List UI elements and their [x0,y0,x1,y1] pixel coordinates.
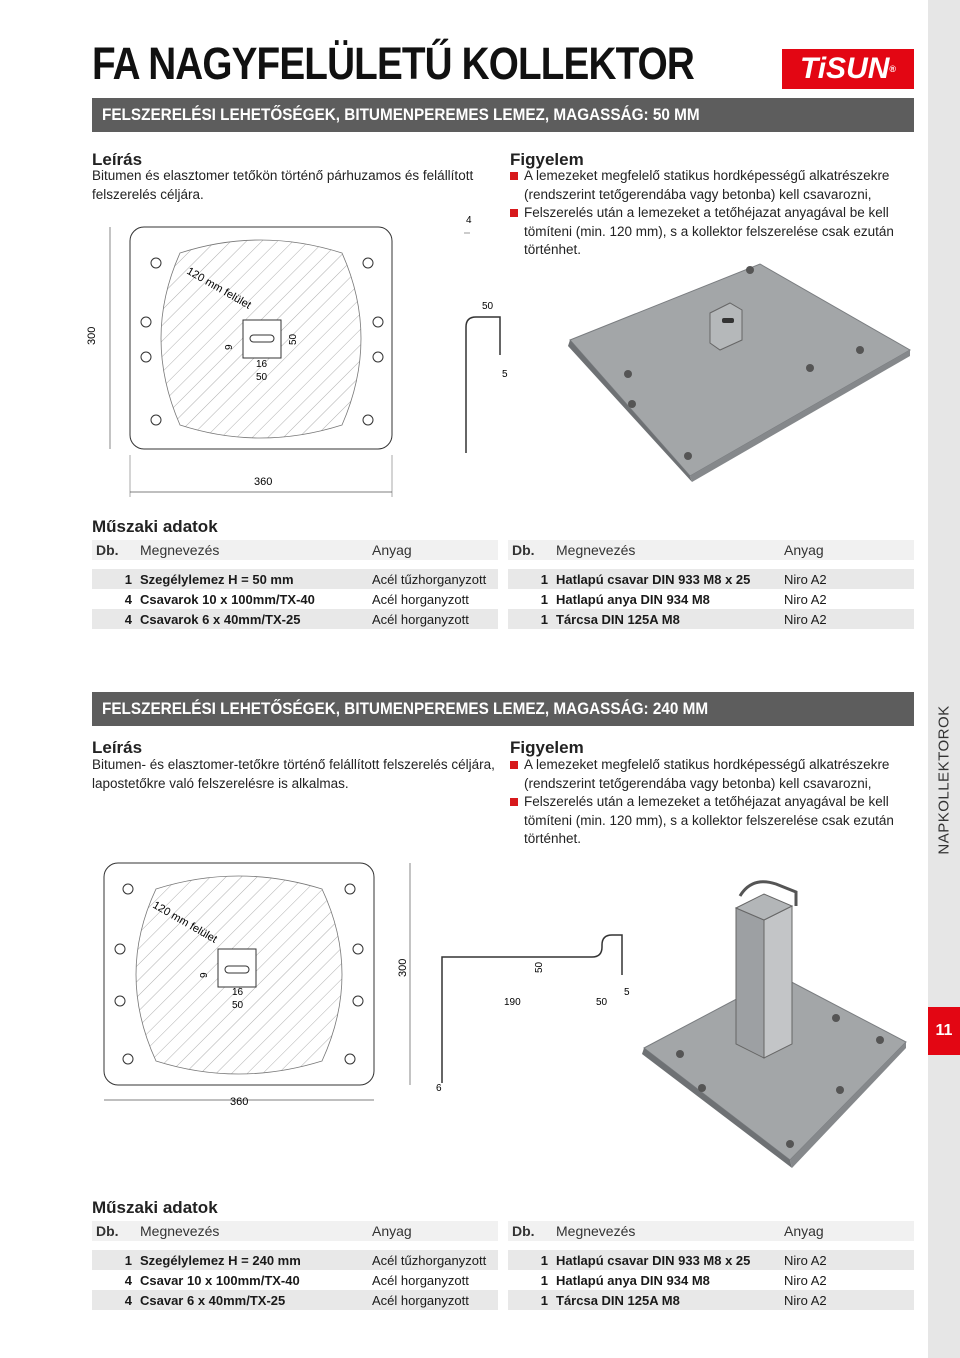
section1-leiras-title: Leírás [92,150,143,169]
cell-name: Hatlapú anya DIN 934 M8 [552,589,780,609]
cell-db: 4 [92,609,136,629]
section2-bar [92,692,914,726]
col-name: Megnevezés [136,540,368,560]
table-row [508,1270,914,1290]
plate-hole [353,944,363,954]
section1-leiras-text: Bitumen és elasztomer tetőkön történő párhuzamos és felállított felszerelés céljára. [92,168,474,202]
col-mat: Anyag [368,540,498,560]
plate-hole [876,1036,884,1044]
col-db: Db. [92,540,136,560]
section2-left-table [92,1221,498,1310]
dim-16: 16 [256,359,268,370]
cell-name: Tárcsa DIN 125A M8 [552,1290,780,1310]
plate-hole [624,370,632,378]
section1-bar [92,98,914,132]
cell-name: Csavarok 6 x 40mm/TX-25 [136,609,368,629]
plate-hole [684,452,692,460]
dim-5: 5 [502,369,508,380]
plate-hole [151,258,161,268]
logo-text: TiSUN [799,52,890,85]
dim-50b: 50 [534,961,545,973]
table-header [508,1221,914,1241]
col-name: Megnevezés [136,1221,368,1241]
plate-hole [353,996,363,1006]
page-title: FA NAGYFELÜLETŰ KOLLEKTOR [92,38,694,89]
plate-profile [442,935,622,1083]
dim-50b: 50 [288,333,299,345]
plate-hole [373,352,383,362]
section1-bar-text: FELSZERELÉSI LEHETŐSÉGEK, BITUMENPEREMES LEMEZ, MAGASSÁG: 50 MM [102,105,700,124]
col-mat: Anyag [780,540,914,560]
cell-db: 1 [92,569,136,589]
plate-hole [345,884,355,894]
cell-mat: Acél tűzhorganyzott [368,1250,498,1270]
section1-bullet-1: A lemezeket megfelelő statikus hordképességű alkatrészekre (rendszerint tetőgerendába vagy betonba) kell csavarozni, [510,167,914,204]
cell-db: 1 [508,589,552,609]
section2-figyelem-title: Figyelem [510,738,584,757]
plate-hole [698,1084,706,1092]
section1-plate-illustration [560,258,912,484]
cell-db: 4 [92,589,136,609]
cell-name: Csavar 10 x 100mm/TX-40 [136,1270,368,1290]
section1-plate-drawing [80,205,520,505]
cell-mat: Niro A2 [780,609,914,629]
cell-name: Hatlapú anya DIN 934 M8 [552,1270,780,1290]
cell-mat: Niro A2 [780,589,914,609]
plate-hole [676,1050,684,1058]
plate-hole [628,400,636,408]
dim-surface: 120 mm felület [184,265,253,312]
table-row [508,569,914,589]
col-mat: Anyag [368,1221,498,1241]
dim-50a: 50 [232,1000,244,1011]
section2-bullet-1: A lemezeket megfelelő statikus hordképességű alkatrészekre (rendszerint tetőgerendába vagy betonba) kell csavarozni, [510,756,914,793]
col-db: Db. [92,1221,136,1241]
cell-mat: Acél tűzhorganyzott [368,569,498,589]
section2-right-table [508,1221,914,1310]
table-row [92,589,498,609]
post-side [764,906,792,1058]
dim-6: 6 [436,1083,442,1094]
col-db: Db. [508,1221,552,1241]
dim-5: 5 [624,987,630,998]
plate-hole [363,415,373,425]
plate-hole [345,1054,355,1064]
bracket-slot [722,318,734,323]
section2-plate-illustration [640,858,910,1178]
plate-hole [746,266,754,274]
plate-hole [115,996,125,1006]
table-row [92,1250,498,1270]
dim-300: 300 [397,958,409,977]
dim-360: 360 [230,1096,249,1108]
cell-name: Szegélylemez H = 240 mm [136,1250,368,1270]
section1-figyelem-list [510,167,914,260]
table-header [92,540,498,560]
table-row [92,609,498,629]
cell-mat: Niro A2 [780,1250,914,1270]
table-row [508,1250,914,1270]
cell-db: 4 [92,1270,136,1290]
dim-50a: 50 [256,372,268,383]
brand-logo [782,49,914,89]
table-row [508,609,914,629]
cell-mat: Acél horganyzott [368,1290,498,1310]
table-row [508,589,914,609]
section2-specs-title: Műszaki adatok [92,1198,218,1217]
section2-bar-text: FELSZERELÉSI LEHETŐSÉGEK, BITUMENPEREMES LEMEZ, MAGASSÁG: 240 MM [102,699,709,718]
dim-190: 190 [504,997,521,1008]
cell-name: Csavar 6 x 40mm/TX-25 [136,1290,368,1310]
plate-hole [151,415,161,425]
table-row [92,1290,498,1310]
plate-hole [141,352,151,362]
section1-left-table [92,540,498,629]
col-name: Megnevezés [552,1221,780,1241]
col-name: Megnevezés [552,540,780,560]
dim-50c: 50 [482,301,494,312]
plate-hole [786,1140,794,1148]
section2-leiras-text: Bitumen- és elasztomer-tetőkre történő felállított felszerelés céljára, lapostetőkre való felszerelésre is alkalmas. [92,757,495,791]
table-row [508,1290,914,1310]
cell-mat: Acél horganyzott [368,609,498,629]
table-row [92,569,498,589]
post-front [736,908,764,1058]
plate-profile [466,317,500,453]
cell-db: 1 [508,1270,552,1290]
cell-mat: Acél horganyzott [368,589,498,609]
cell-db: 4 [92,1290,136,1310]
dim-360: 360 [254,476,273,488]
plate-hole [115,944,125,954]
page-number: 11 [928,1007,960,1055]
section2-bullet-2: Felszerelés után a lemezeket a tetőhéjazat anyagával be kell tömíteni (min. 120 mm), s a kollektor felszerelése csak ezután történhet. [510,793,914,849]
section2-figyelem-list [510,756,914,849]
cell-name: Hatlapú csavar DIN 933 M8 x 25 [552,1250,780,1270]
section1-bullet-2: Felszerelés után a lemezeket a tetőhéjazat anyagával be kell tömíteni (min. 120 mm), s a kollektor felszerelése csak ezután történhet. [510,204,914,260]
cell-mat: Niro A2 [780,1290,914,1310]
col-db: Db. [508,540,552,560]
registered-mark: ® [889,64,897,74]
bracket-slot [250,335,274,342]
plate-top [570,264,910,476]
section1-right-table [508,540,914,629]
section1-specs-title: Műszaki adatok [92,517,218,536]
cell-mat: Niro A2 [780,569,914,589]
side-strip [928,0,960,1358]
cell-db: 1 [508,609,552,629]
dim-16: 16 [232,987,244,998]
section2-plate-drawing [92,855,652,1115]
dim-4: 4 [466,215,472,226]
cell-mat: Acél horganyzott [368,1270,498,1290]
table-header [508,540,914,560]
cell-name: Szegélylemez H = 50 mm [136,569,368,589]
cell-db: 1 [508,1290,552,1310]
bracket-slot [225,966,249,973]
col-mat: Anyag [780,1221,914,1241]
plate-hole [806,364,814,372]
dim-9: 9 [224,344,235,350]
cell-db: 1 [508,569,552,589]
dim-50c: 50 [596,997,608,1008]
dim-surface: 120 mm felület [150,899,219,946]
side-label [928,700,960,860]
plate-hole [363,258,373,268]
cell-db: 1 [508,1250,552,1270]
dim-9: 9 [199,972,210,978]
dim-300: 300 [86,326,98,345]
plate-hole [373,317,383,327]
plate-hole [832,1014,840,1022]
cell-mat: Niro A2 [780,1270,914,1290]
cell-name: Csavarok 10 x 100mm/TX-40 [136,589,368,609]
plate-hole [836,1086,844,1094]
section1-figyelem-title: Figyelem [510,150,584,169]
plate-hole [123,884,133,894]
table-row [92,1270,498,1290]
side-label-text: NAPKOLLEKTOROK [935,705,953,855]
plate-hole [141,317,151,327]
plate-hole [123,1054,133,1064]
plate-hole [856,346,864,354]
cell-db: 1 [92,1250,136,1270]
section2-leiras-title: Leírás [92,738,143,757]
table-header [92,1221,498,1241]
cell-name: Hatlapú csavar DIN 933 M8 x 25 [552,569,780,589]
cell-name: Tárcsa DIN 125A M8 [552,609,780,629]
